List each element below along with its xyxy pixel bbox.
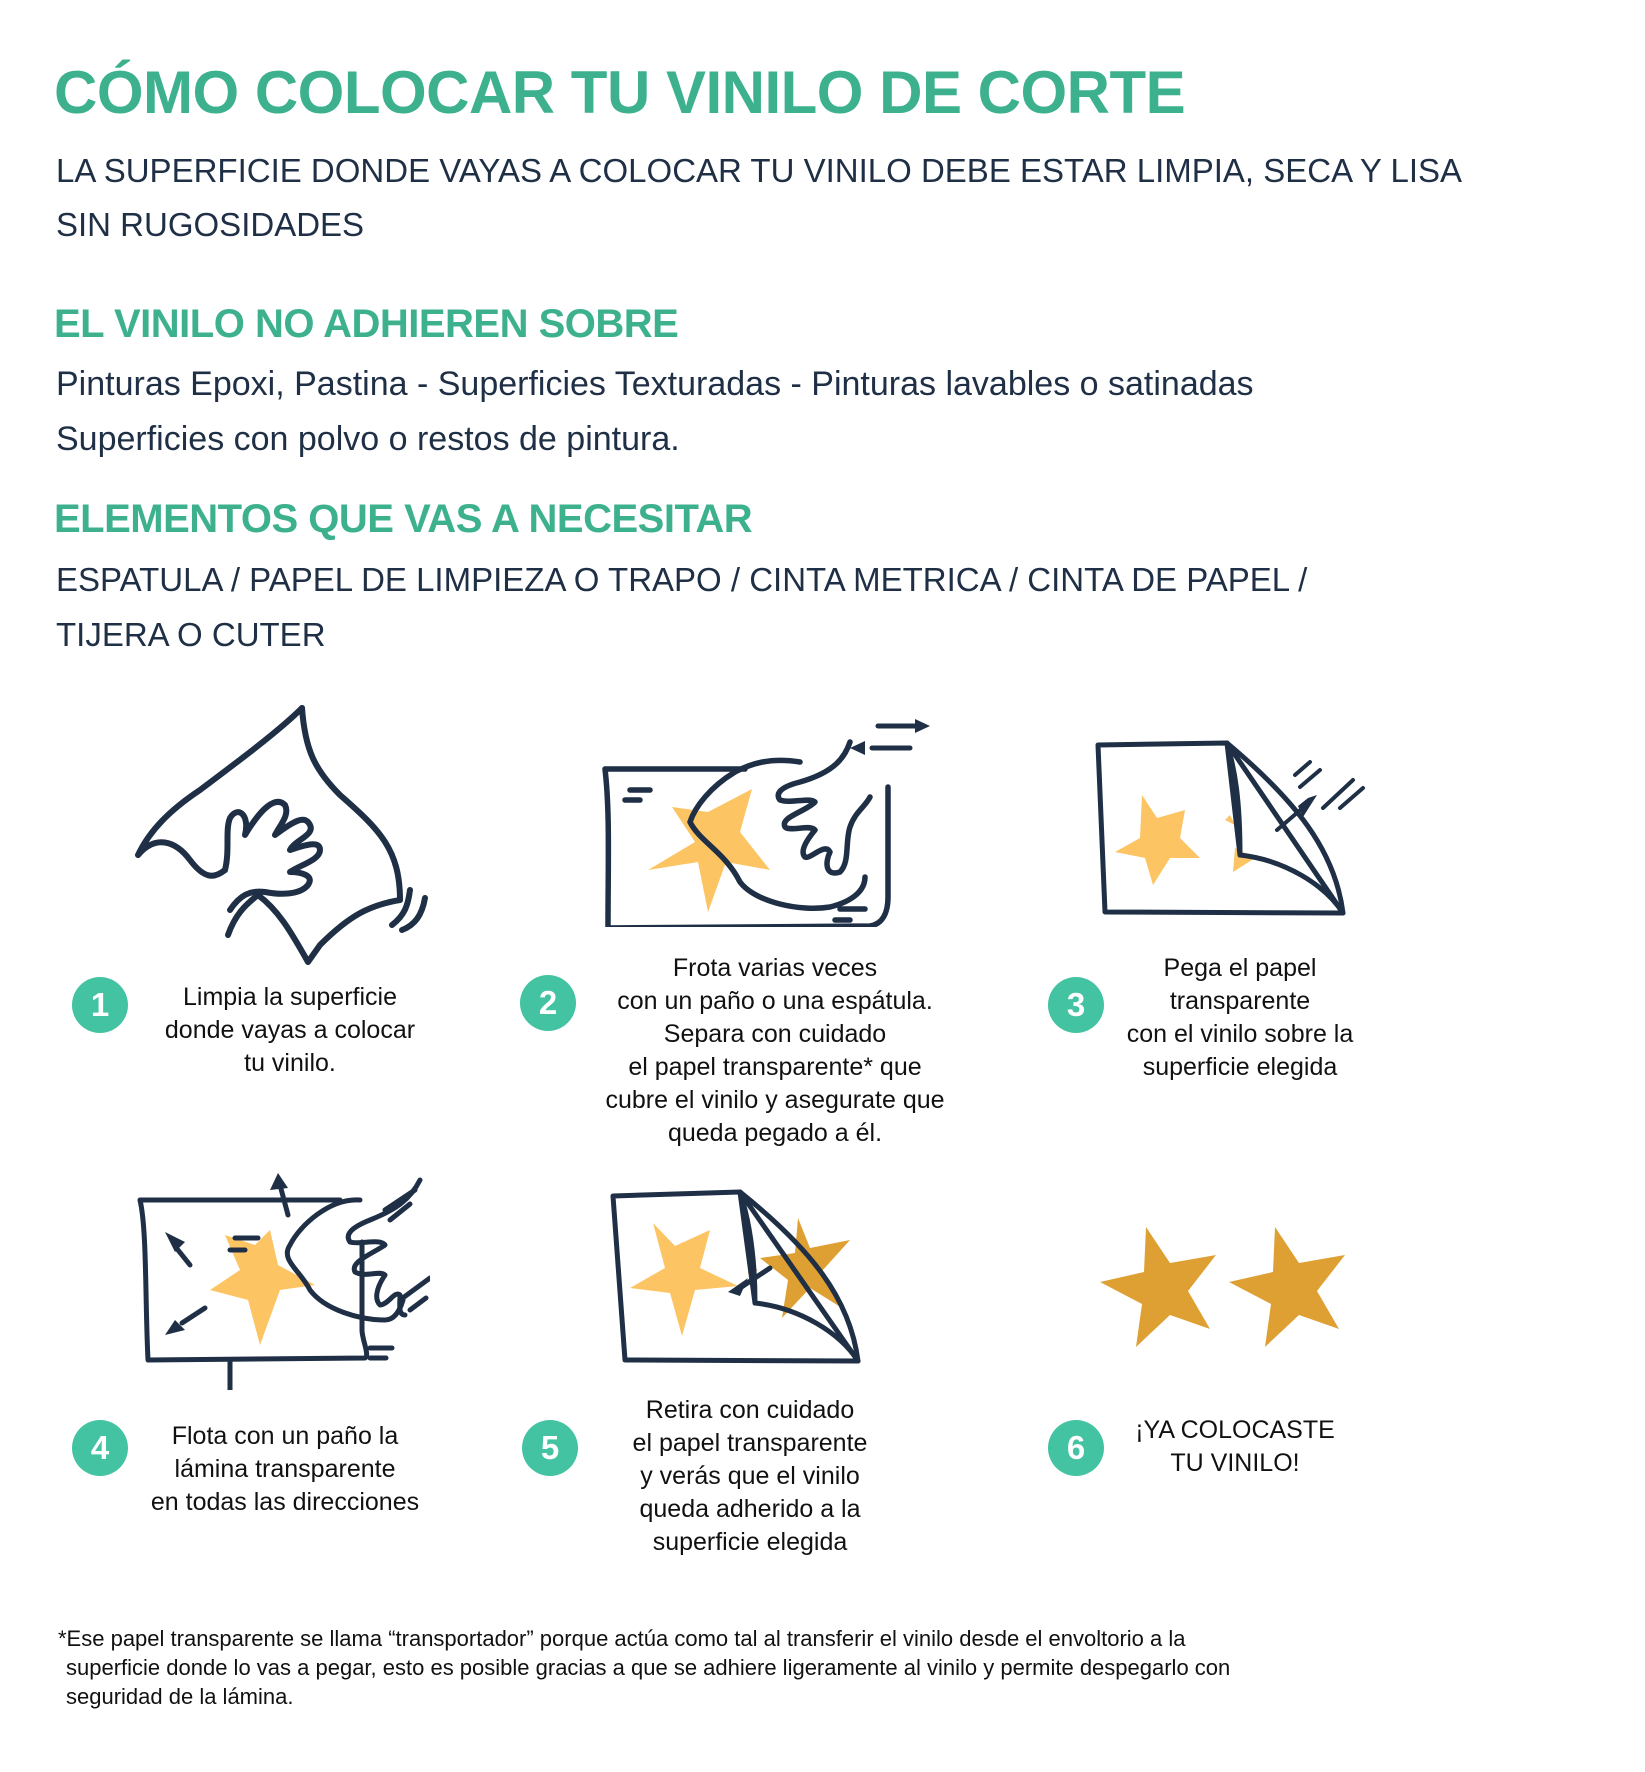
subtitle-line-1: LA SUPERFICIE DONDE VAYAS A COLOCAR TU VINILO DEBE ESTAR LIMPIA, SECA Y LISA: [56, 152, 1463, 189]
step-3-line: Pega el papel: [1163, 954, 1317, 982]
elementos-line-2: TIJERA O CUTER: [56, 616, 326, 653]
cloth-hand-wiping-icon: [130, 700, 440, 970]
step-6-line: TU VINILO!: [1170, 1449, 1300, 1477]
elementos-line-1: ESPATULA / PAPEL DE LIMPIEZA O TRAPO / CINTA METRICA / CINTA DE PAPEL /: [56, 561, 1308, 598]
footnote-line-2: superficie donde lo vas a pegar, esto es posible gracias a que se adhiere ligeramente al vinilo y permite despegarlo con: [66, 1655, 1231, 1680]
step-badge-5: 5: [522, 1420, 578, 1476]
step-2-line: Frota varias veces: [672, 954, 878, 982]
step-3-line: superficie elegida: [1142, 1053, 1338, 1081]
step-4-line: en todas las direcciones: [150, 1488, 420, 1516]
step-6-line: ¡YA COLOCASTE: [1135, 1416, 1335, 1444]
step-2-line: cubre el vinilo y asegurate que: [605, 1086, 945, 1114]
section-heading-elementos: ELEMENTOS QUE VAS A NECESITAR: [54, 497, 753, 541]
step-3-line: transparente: [1169, 987, 1311, 1015]
page-title: CÓMO COLOCAR TU VINILO DE CORTE: [54, 59, 1186, 126]
step-5-line: y verás que el vinilo: [640, 1462, 860, 1490]
step-2-line: Separa con cuidado: [663, 1020, 887, 1048]
hand-rubbing-sheet-icon: [600, 712, 940, 927]
step-6-description: [1125, 1414, 1345, 1480]
step-5-line: superficie elegida: [652, 1528, 848, 1556]
step-5-line: queda adherido a la: [639, 1495, 861, 1523]
section-heading-no-adhiere: EL VINILO NO ADHIEREN SOBRE: [54, 302, 679, 346]
step-1-line: donde vayas a colocar: [164, 1016, 416, 1044]
step-2-line: con un paño o una espátula.: [617, 987, 933, 1015]
peel-transfer-paper-icon: [610, 1188, 870, 1368]
hand-smoothing-all-directions-icon: [130, 1170, 430, 1390]
step-1-description: [140, 981, 440, 1080]
peel-sheet-apply-icon: [1095, 740, 1395, 920]
step-3-line: con el vinilo sobre la: [1126, 1020, 1354, 1048]
step-1-line: tu vinilo.: [244, 1049, 336, 1077]
step-badge-6: 6: [1048, 1420, 1104, 1476]
step-5-description: [600, 1394, 900, 1559]
step-3-description: [1100, 952, 1380, 1084]
step-badge-3: 3: [1048, 977, 1104, 1033]
footnote-line-1: *Ese papel transparente se llama “transportador” porque actúa como tal al transferir el vinilo desde el envoltorio a la: [58, 1626, 1186, 1651]
step-4-line: lámina transparente: [174, 1455, 396, 1483]
step-2-line: queda pegado a él.: [667, 1119, 883, 1147]
step-1-line: Limpia la superficie: [183, 983, 397, 1011]
footnote: [58, 1624, 1558, 1711]
step-badge-2: 2: [520, 975, 576, 1031]
no-adhiere-line-2: Superficies con polvo o restos de pintura.: [56, 420, 680, 458]
step-4-description: [125, 1420, 445, 1519]
step-5-line: el papel transparente: [632, 1429, 868, 1457]
subtitle-line-2: SIN RUGOSIDADES: [56, 206, 365, 243]
step-badge-4: 4: [72, 1420, 128, 1476]
footnote-line-3: seguridad de la lámina.: [66, 1684, 294, 1709]
step-2-line: el papel transparente* que: [628, 1053, 922, 1081]
step-badge-1: 1: [72, 977, 128, 1033]
two-stars-icon: [1098, 1225, 1348, 1350]
no-adhiere-line-1: Pinturas Epoxi, Pastina - Superficies Texturadas - Pinturas lavables o satinadas: [56, 365, 1254, 403]
step-4-line: Flota con un paño la: [171, 1422, 399, 1450]
step-5-line: Retira con cuidado: [645, 1396, 855, 1424]
step-2-description: [575, 952, 975, 1150]
